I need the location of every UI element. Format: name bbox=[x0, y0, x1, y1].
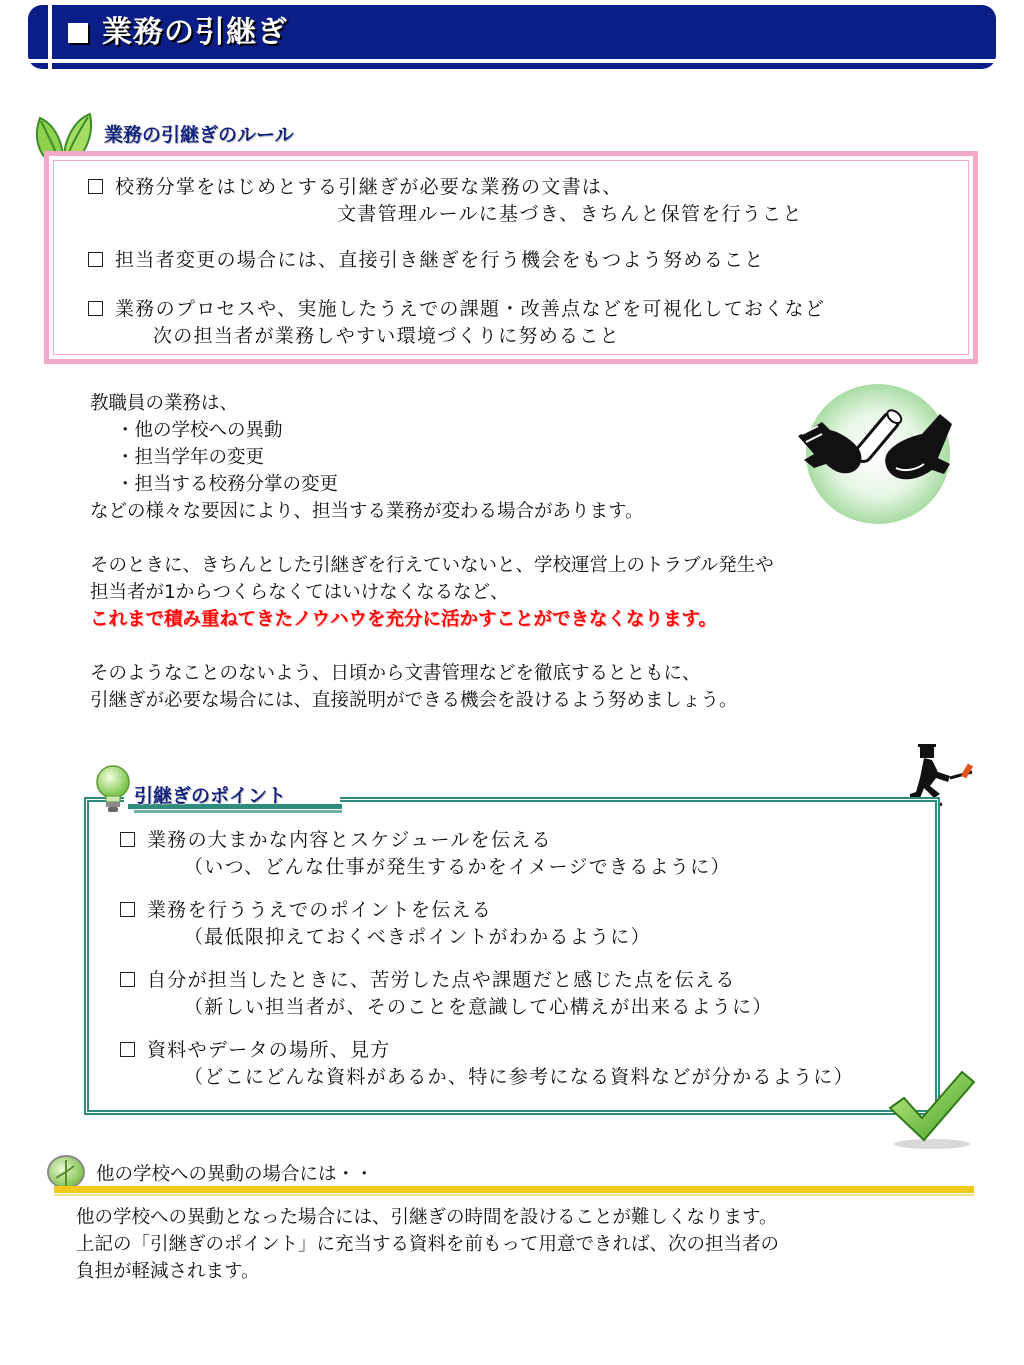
body-emphasis: これまで積み重ねてきたノウハウを充分に活かすことができなくなります。 bbox=[90, 609, 718, 630]
title-bar bbox=[28, 5, 996, 69]
points-heading: 引継ぎのポイント bbox=[134, 785, 287, 807]
point-item-2 bbox=[120, 896, 492, 924]
rule-item-3 bbox=[88, 295, 825, 323]
transfer-heading-bar-shadow bbox=[54, 1194, 974, 1196]
checkbox-icon bbox=[120, 1042, 135, 1057]
rule-item-1-text: 校務分掌をはじめとする引継ぎが必要な業務の文書は、 bbox=[115, 176, 623, 198]
point-item-4-text: 資料やデータの場所、見方 bbox=[147, 1039, 391, 1061]
rule-item-1 bbox=[88, 173, 623, 201]
point-item-3-text: 自分が担当したときに、苦労した点や課題だと感じた点を伝える bbox=[147, 969, 736, 991]
transfer-line-1: 他の学校への異動となった場合には、引継ぎの時間を設けることが難しくなります。 bbox=[76, 1207, 778, 1228]
checkbox-icon bbox=[88, 252, 103, 267]
point-item-2-sub: （最低限抑えておくべきポイントがわかるように） bbox=[184, 926, 651, 948]
page-title-wrap bbox=[68, 11, 288, 55]
transfer-heading: 他の学校への異動の場合には・・ bbox=[96, 1164, 374, 1185]
checkbox-icon bbox=[120, 902, 135, 917]
points-heading-underline-shadow bbox=[134, 810, 342, 813]
point-item-4-sub: （どこにどんな資料があるか、特に参考になる資料などが分かるように） bbox=[184, 1066, 854, 1088]
point-item-1 bbox=[120, 826, 552, 854]
transfer-heading-bar bbox=[54, 1186, 974, 1193]
rule-item-2-text: 担当者変更の場合には、直接引き継ぎを行う機会をもつよう努めること bbox=[115, 249, 765, 271]
transfer-line-2: 上記の「引継ぎのポイント」に充当する資料を前もって用意できれば、次の担当者の bbox=[76, 1234, 780, 1255]
body-bullet: ・担当学年の変更 bbox=[116, 447, 265, 468]
title-bar-underline bbox=[28, 59, 996, 63]
point-item-2-text: 業務を行ううえでのポイントを伝える bbox=[147, 899, 493, 921]
body-intro: 教職員の業務は、 bbox=[90, 393, 239, 414]
rule-item-2 bbox=[88, 246, 765, 274]
checkmark-icon bbox=[884, 1068, 976, 1150]
rules-heading: 業務の引継ぎのルール bbox=[104, 124, 294, 146]
body-bullet: ・他の学校への異動 bbox=[116, 420, 283, 441]
square-bullet-icon bbox=[68, 23, 88, 43]
checkbox-icon bbox=[120, 832, 135, 847]
point-item-3-sub: （新しい担当者が、そのことを意識して心構えが出来るように） bbox=[184, 996, 773, 1018]
point-item-4 bbox=[120, 1036, 391, 1064]
body-after-bullets: などの様々な要因により、担当する業務が変わる場合があります。 bbox=[90, 501, 644, 522]
body-paragraph-2-line-2: 担当者が1からつくらなくてはいけなくなるなど、 bbox=[90, 582, 509, 603]
rule-item-3-cont: 次の担当者が業務しやすい環境づくりに努めること bbox=[153, 325, 620, 347]
page-title: 業務の引継ぎ bbox=[102, 15, 288, 50]
rule-item-1-cont: 文書管理ルールに基づき、きちんと保管を行うこと bbox=[337, 203, 803, 225]
point-item-1-text: 業務の大まかな内容とスケジュールを伝える bbox=[147, 829, 552, 851]
body-bullet: ・担当する校務分掌の変更 bbox=[116, 474, 339, 495]
checkbox-icon bbox=[120, 972, 135, 987]
checkbox-icon bbox=[88, 179, 103, 194]
transfer-line-3: 負担が軽減されます。 bbox=[76, 1261, 260, 1282]
lightbulb-icon bbox=[94, 764, 132, 818]
point-item-3 bbox=[120, 966, 736, 994]
checkbox-icon bbox=[88, 301, 103, 316]
body-paragraph-3-line-2: 引継ぎが必要な場合には、直接説明ができる機会を設けるよう努めましょう。 bbox=[90, 690, 738, 711]
point-item-1-sub: （いつ、どんな仕事が発生するかをイメージできるように） bbox=[184, 856, 731, 878]
body-paragraph-2-line-1: そのときに、きちんとした引継ぎを行えていないと、学校運営上のトラブル発生や bbox=[90, 555, 774, 576]
body-paragraph-3-line-1: そのようなことのないよう、日頃から文書管理などを徹底するとともに、 bbox=[90, 663, 701, 684]
baton-handoff-icon bbox=[792, 384, 960, 528]
rule-item-3-text: 業務のプロセスや、実施したうえでの課題・改善点などを可視化しておくなど bbox=[115, 298, 826, 320]
